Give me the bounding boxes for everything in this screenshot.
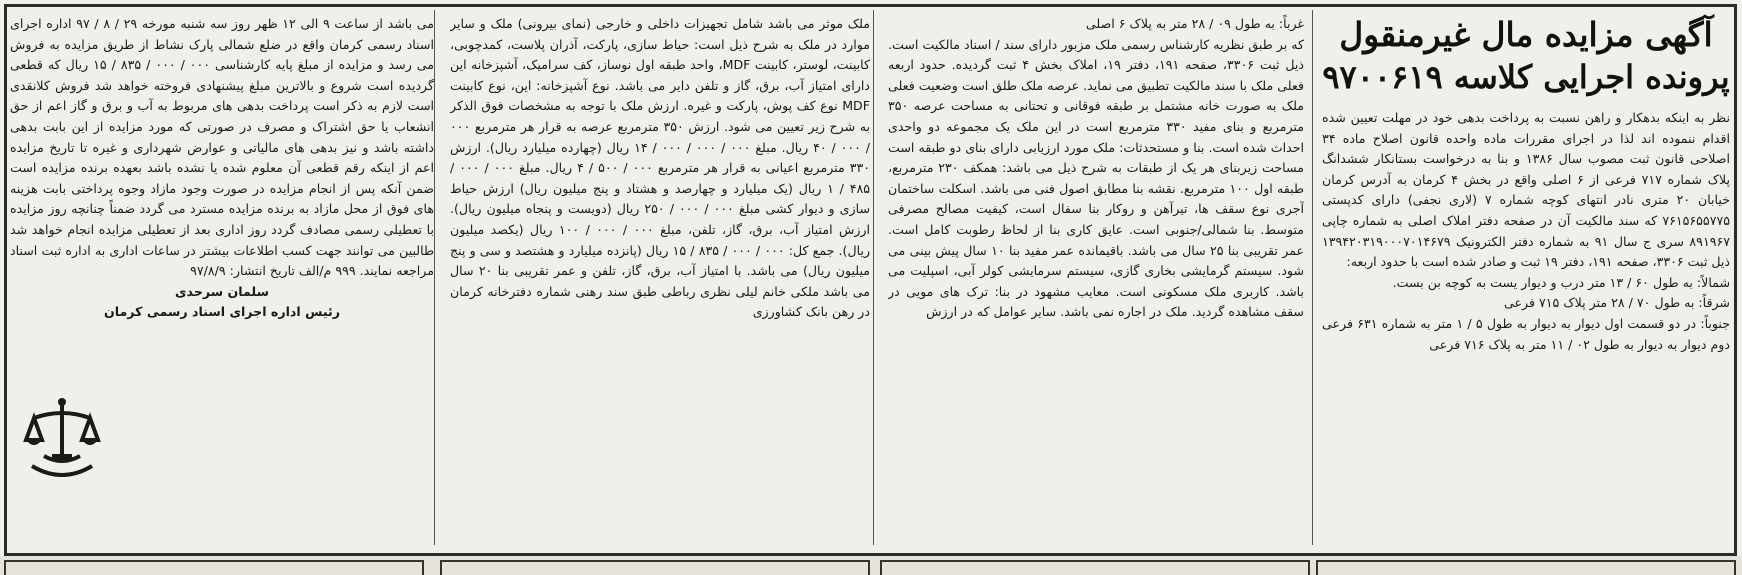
notice-column-2 [888, 14, 1304, 546]
signature-title: رئیس اداره اجرای اسناد رسمی کرمان [104, 304, 340, 320]
next-ad-box [1316, 560, 1736, 575]
notice-title [1322, 14, 1730, 98]
notice-column-1 [1322, 14, 1730, 546]
notice-paragraph: غرباً: به طول ۰۹ / ۲۸ متر به پلاک ۶ اصلی [1085, 16, 1304, 31]
notice-paragraph: می باشد از ساعت ۹ الی ۱۲ ظهر روز سه شنبه مورخه ۲۹ / ۸ / ۹۷ اداره اجرای اسناد رسمی کرمان واقع در ضلع شمالی پارک نشاط از طریق مزایده به فروش می رسد و مزایده از مبلغ پایه کارشناسی ۰۰۰ / ۰۰۰ / ۸۳۵ / ۱۵ ریال که قطعی گردیده است شروع و بالاترین مبلغ پیشنهادی فروخته خواهد شد فروش کلانقدی است لازم به ذکر است پرداخت بدهی های مربوط به آب و برق و گاز اعم از حق انشعاب یا حق اشتراک و مصرف در صورتی که مورد مزایده از این بابت بدهی داشته باشد و نیز بدهی های مالیاتی و عوارض شهرداری و غیره تا تاریخ مزایده اعم از اینکه رقم قطعی آن معلوم شده یا نشده باشد بعهده برنده مزایده است ضمن آنکه پس از انجام مزایده در صورت وجود مازاد وجوه پرداختی بابت هزینه های فوق از محل مازاد به برنده مزایده مسترد می گردد ضمناً چنانچه روز مزایده با تعطیلی رسمی مصادف گردد روز اداری بعد از تعطیلی مزایده انجام خواهد شد طالبین می توانند جهت کسب اطلاعات بیشتر در ساعات اداری به اداره ثبت اسناد مراجعه نمایند. ۹۹۹ م/الف تاریخ انتشار: ۹۷/۸/۹ [10, 16, 434, 279]
notice-paragraph: شرقاً: به طول ۷۰ / ۲۸ متر پلاک ۷۱۵ فرعی [1504, 295, 1730, 311]
next-ad-box [880, 560, 1310, 575]
notice-title-line2: پرونده اجرایی کلاسه ۹۷۰۰۶۱۹ [1322, 58, 1730, 96]
next-ad-box [440, 560, 870, 575]
notice-paragraph: که بر طبق نظریه کارشناس رسمی ملک مزبور دارای سند / اسناد مالکیت است. ذیل ثبت ۳۳۰۶، صفحه ۱۹۱، دفتر ۱۹، املاک بخش ۴ ثبت گردیده. حدود اربعه فعلی ملک با سند مالکیت تطبیق می نماید. عرصه ملک طلق است وضعیت فعلی ملک به صورت خانه مشتمل بر طبقه فوقانی و تحتانی به مساحت عرصه ۳۵۰ مترمربع و بنای مفید ۳۳۰ مترمربع است در این ملک یک مجموعه دو واحدی احداث شده است. بنا و مستحدثات: ملک مورد ارزیابی دارای بنای دو طبقه است مساحت زیربنای هر یک از طبقات به شرح ذیل می باشد: همکف ۲۳۰ مترمربع، طبقه اول ۱۰۰ مترمربع. نقشه بنا مطابق اصول فنی می باشد. اسکلت ساختمان آجری نوع سقف ها، تیرآهن و روکار بنا سفال است، کیفیت مصالح مصرفی متوسط. بنا شمالی/جنوبی است. عایق کاری بنا از لحاظ رطوبت کامل است. عمر تقریبی بنا ۲۵ سال می باشد. باقیمانده عمر مفید بنا ۱۰ سال پیش بینی می شود. سیستم گرمایشی بخاری گازی، سیستم سرمایشی کولر آبی، اسپلیت می باشد. کاربری ملک مسکونی است. معایب مشهود در بنا: ترک های مویی در سقف مشاهده گردید. ملک در اجاره نمی باشد. سایر عوامل که در ارزش [888, 36, 1304, 320]
judiciary-scales-emblem-icon [22, 396, 102, 488]
signature-name: سلمان سرحدی [175, 283, 269, 299]
notice-column-3 [450, 14, 870, 546]
notice-paragraph: نظر به اینکه بدهکار و راهن نسبت به پرداخت بدهی خود در مهلت تعیین شده اقدام ننموده اند لذا در اجرای مقررات ماده واحده قانون اصلاح ماده ۳۴ اصلاحی قانون ثبت مصوب سال ۱۳۸۶ و بنا به درخواست بستانکار ششدانگ پلاک شماره ۷۱۷ فرعی از ۶ اصلی واقع در بخش ۴ کرمان به آدرس کرمان خیابان ۲۰ متری نادر انتهای کوچه شماره ۷ (لاری نجفی) دارای کدپستی ۷۶۱۵۶۵۵۷۷۵ که سند مالکیت آن در صفحه دفتر املاک اصلی به شماره چاپی ۸۹۱۹۶۷ سری ج سال ۹۱ به شماره دفتر الکترونیک ۱۳۹۴۲۰۳۱۹۰۰۰۷۰۱۴۶۷۹ ذیل ثبت ۳۳۰۶، صفحه ۱۹۱، دفتر ۱۹ ثبت و صادر شده است با حدود اربعه: [1322, 110, 1730, 270]
notice-title-line1: آگهی مزایده مال غیرمنقول [1339, 15, 1713, 54]
notice-paragraph: جنوباً: در دو قسمت اول دیوار به دیوار به طول ۵ / ۱ متر به شماره ۶۳۱ فرعی دوم دیوار به دیوار به طول ۰۲ / ۱۱ متر به پلاک ۷۱۶ فرعی [1322, 315, 1730, 352]
next-ad-box [4, 560, 424, 575]
column-divider [434, 10, 435, 545]
column-divider [873, 10, 874, 545]
notice-paragraph: ملک موثر می باشد شامل تجهیزات داخلی و خارجی (نمای بیرونی) ملک و سایر موارد در ملک به شرح ذیل است: حیاط سازی، پارکت، آذران پلاست، کمدچوبی، کابینت، لوستر، کابینت MDF، واحد طبقه اول نوساز، کف سرامیک، آشپزخانه این دارای امتیاز آب، برق، گاز و تلفن دایر می باشد. نوع آشپزخانه: این، نوع کابینت MDF نوع کف پوش، پارکت و غیره. ارزش ملک با توجه به مشخصات فوق الذکر به شرح زیر تعیین می شود. ارزش ۳۵۰ مترمربع عرصه به قرار هر مترمربع ۰۰۰ / ۰۰۰ / ۴۰ ریال. مبلغ ۰۰۰ / ۰۰۰ / ۰۰۰ / ۱۴ ریال (چهارده میلیارد ریال). ارزش ۳۳۰ مترمربع اعیانی به قرار هر مترمربع ۰۰۰ / ۵۰۰ / ۴ ریال. مبلغ ۰۰۰ / ۰۰۰ / ۴۸۵ / ۱ ریال (یک میلیارد و چهارصد و هشتاد و پنج میلیون ریال) ارزش حیاط سازی و دیوار کشی مبلغ ۰۰۰ / ۰۰۰ / ۲۵۰ ریال (دویست و پنجاه میلیون ریال). ارزش امتیاز آب، برق، گاز، تلفن، مبلغ ۰۰۰ / ۰۰۰ / ۱۰۰ ریال (یکصد میلیون ریال). جمع کل: ۰۰۰ / ۰۰۰ / ۸۳۵ / ۱۵ ریال (پانزده میلیارد و هشتصد و سی و پنج میلیون ریال) می باشد. با امتیاز آب، برق، گاز، تلفن و عمر تقریبی بنا ۲۰ سال می باشد ملکی خانم لیلی نظری رباطی طبق سند رهنی شماره دفترخانه کرمان در رهن بانک کشاورزی [450, 16, 870, 320]
notice-paragraph: شمالاً: به طول ۶۰ / ۱۳ متر درب و دیوار یست به کوچه بن بست. [1392, 274, 1730, 290]
column-divider [1312, 10, 1313, 545]
